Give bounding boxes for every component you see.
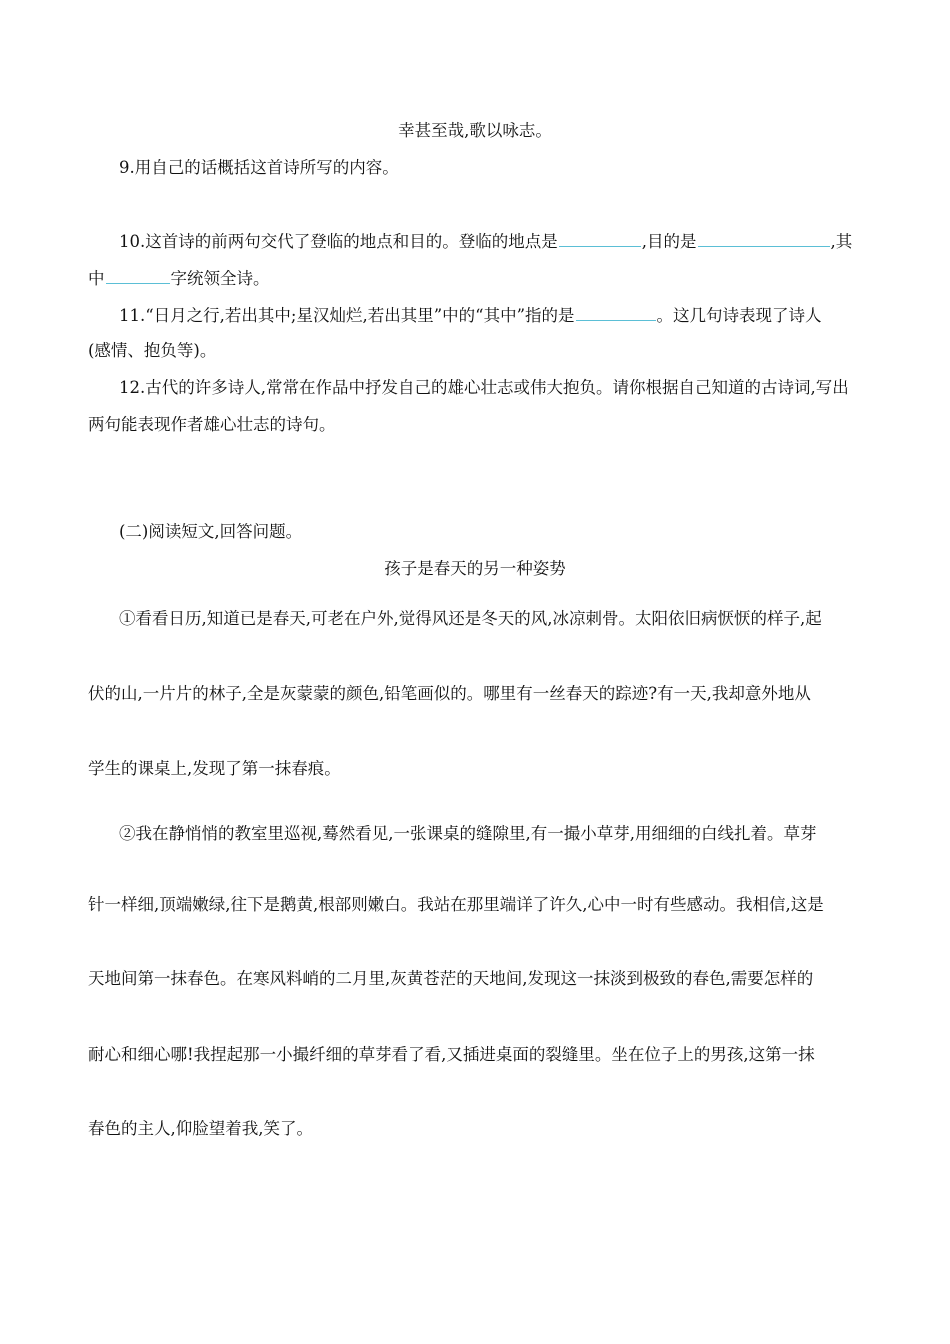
- q11-text-1: 11.“日月之行,若出其中;星汉灿烂,若出其里”中的“其中”指的是: [119, 306, 575, 325]
- paragraph-line: ①看看日历,知道已是春天,可老在户外,觉得风还是冬天的风,冰凉刺骨。太阳依旧病恹恹的样子,起: [119, 609, 822, 628]
- q10-blank-purpose[interactable]: [698, 229, 830, 247]
- q10-text-1: 10.这首诗的前两句交代了登临的地点和目的。登临的地点是: [119, 232, 558, 251]
- question-11-line-2: (感情、抱负等)。: [88, 341, 217, 360]
- question-10-line-2: [88, 266, 270, 290]
- q10-text-3: ,其: [830, 232, 853, 251]
- q10-blank-key-char[interactable]: [106, 266, 170, 284]
- question-10-line-1: [119, 229, 852, 253]
- paragraph-line: ②我在静悄悄的教室里巡视,蓦然看见,一张课桌的缝隙里,有一撮小草芽,用细细的白线扎着。草芽: [119, 824, 817, 843]
- paragraph-line: 学生的课桌上,发现了第一抹春痕。: [88, 759, 341, 778]
- q11-text-2: 。这几句诗表现了诗人: [656, 306, 822, 325]
- question-11-line-1: [119, 303, 822, 327]
- paragraph-line: 耐心和细心哪!我捏起那一小撮纤细的草芽看了看,又插进桌面的裂缝里。坐在位子上的男孩,这第一抹: [88, 1045, 815, 1064]
- article-title: 孩子是春天的另一种姿势: [384, 559, 566, 578]
- paragraph-line: 针一样细,顶端嫩绿,往下是鹅黄,根部则嫩白。我站在那里端详了许久,心中一时有些感动。我相信,这是: [88, 895, 824, 914]
- section-2-heading: (二)阅读短文,回答问题。: [119, 522, 303, 541]
- q11-blank-qizhong[interactable]: [576, 303, 656, 321]
- paragraph-line: 春色的主人,仰脸望着我,笑了。: [88, 1119, 313, 1138]
- q10-text-5: 字统领全诗。: [170, 269, 270, 288]
- paragraph-line: 伏的山,一片片的林子,全是灰蒙蒙的颜色,铅笔画似的。哪里有一丝春天的踪迹?有一天,我却意外地从: [88, 684, 811, 703]
- q10-text-2: ,目的是: [641, 232, 697, 251]
- q10-blank-place[interactable]: [559, 229, 641, 247]
- q10-text-4: 中: [88, 269, 105, 288]
- question-12-line-2: 两句能表现作者雄心壮志的诗句。: [88, 415, 336, 434]
- poem-last-line: 幸甚至哉,歌以咏志。: [398, 121, 552, 140]
- question-12-line-1: 12.古代的许多诗人,常常在作品中抒发自己的雄心壮志或伟大抱负。请你根据自己知道的古诗词,写出: [119, 378, 849, 397]
- paragraph-line: 天地间第一抹春色。在寒风料峭的二月里,灰黄苍茫的天地间,发现这一抹淡到极致的春色,需要怎样的: [88, 969, 814, 988]
- question-9: 9.用自己的话概括这首诗所写的内容。: [119, 158, 399, 177]
